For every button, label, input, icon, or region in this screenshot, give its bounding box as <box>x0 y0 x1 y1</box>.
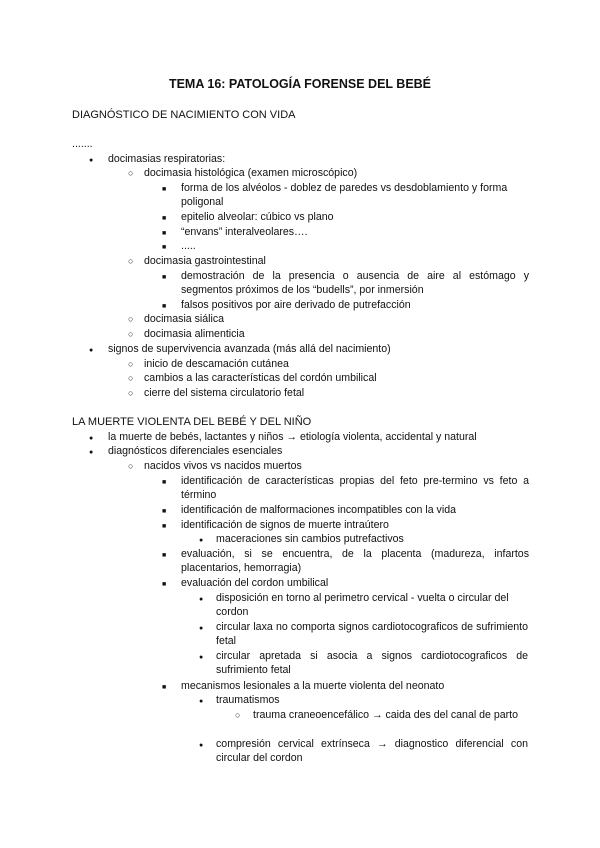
list-item: identificación de malformaciones incompatibles con la vida <box>181 504 456 516</box>
list-item: compresión cervical extrínseca → diagnostico diferencial con circular del cordon <box>216 738 528 764</box>
bullet-disc-icon <box>199 620 203 636</box>
list-item: identificación de características propias del feto pre-termino vs feto a término <box>181 475 529 501</box>
bullet-square-icon <box>162 181 166 197</box>
bullet-square-icon <box>162 269 166 285</box>
list-item: “envans” interalveolares…. <box>181 226 308 238</box>
list-item: identificación de signos de muerte intraútero <box>181 519 389 531</box>
list-item: falsos positivos por aire derivado de putrefacción <box>181 299 411 311</box>
section-heading-nacimiento: DIAGNÓSTICO DE NACIMIENTO CON VIDA <box>72 109 296 121</box>
list-item: demostración de la presencia o ausencia de aire al estómago y segmentos próximos de los “budells”, por inmersión <box>181 270 529 296</box>
list-item: nacidos vivos vs nacidos muertos <box>144 460 302 472</box>
bullet-disc-icon <box>89 152 93 168</box>
section-heading-muerte-violenta: LA MUERTE VIOLENTA DEL BEBÉ Y DEL NIÑO <box>72 416 312 428</box>
bullet-disc-icon <box>199 737 203 753</box>
bullet-circle-icon <box>128 327 133 341</box>
bullet-square-icon <box>162 518 166 534</box>
bullet-disc-icon <box>199 693 203 709</box>
list-item: inicio de descamación cutánea <box>144 358 289 370</box>
bullet-square-icon <box>162 679 166 695</box>
list-item: trauma craneoencefálico → caida des del canal de parto <box>253 709 519 721</box>
list-item: docimasia histológica (examen microscópico) <box>144 167 358 179</box>
bullet-square-icon <box>162 547 166 563</box>
bullet-circle-icon <box>128 386 133 400</box>
list-item: cierre del sistema circulatorio fetal <box>144 387 305 399</box>
bullet-disc-icon <box>199 532 203 548</box>
bullet-square-icon <box>162 576 166 592</box>
list-item: la muerte de bebés, lactantes y niños → etiología violenta, accidental y natural <box>108 431 477 443</box>
ellipsis-text: ....... <box>72 138 93 150</box>
page-title: TEMA 16: PATOLOGÍA FORENSE DEL BEBÉ <box>168 77 432 91</box>
list-item: docimasia siálica <box>144 313 225 325</box>
list-item: disposición en torno al perimetro cervical - vuelta o circular del cordon <box>216 592 509 618</box>
bullet-disc-icon <box>199 591 203 607</box>
list-item: evaluación, si se encuentra, de la placenta (madureza, infartos placentarios, hemorragia) <box>181 548 529 574</box>
list-item: mecanismos lesionales a la muerte violenta del neonato <box>181 680 445 692</box>
list-item: diagnósticos diferenciales esenciales <box>108 445 283 457</box>
bullet-circle-icon <box>128 459 133 473</box>
list-item: signos de supervivencia avanzada (más allá del nacimiento) <box>108 343 391 355</box>
list-item: maceraciones sin cambios putrefactivos <box>216 533 404 545</box>
list-item: forma de los alvéolos - doblez de paredes vs desdoblamiento y forma poligonal <box>181 182 508 208</box>
list-item: epitelio alveolar: cúbico vs plano <box>181 211 334 223</box>
bullet-circle-icon <box>128 371 133 385</box>
bullet-circle-icon <box>128 357 133 371</box>
bullet-circle-icon <box>128 166 133 180</box>
bullet-circle-icon <box>128 254 133 268</box>
bullet-disc-icon <box>199 649 203 665</box>
list-item: docimasia gastrointestinal <box>144 255 266 267</box>
bullet-square-icon <box>162 210 166 226</box>
bullet-disc-icon <box>89 444 93 460</box>
list-item: circular laxa no comporta signos cardiotocograficos de sufrimiento fetal <box>216 621 528 647</box>
list-item: docimasias respiratorias: <box>108 153 226 165</box>
bullet-disc-icon <box>89 342 93 358</box>
list-item: traumatismos <box>216 694 280 706</box>
bullet-square-icon <box>162 503 166 519</box>
bullet-circle-icon <box>128 312 133 326</box>
list-item: docimasia alimenticia <box>144 328 245 340</box>
list-item: cambios a las características del cordón umbilical <box>144 372 377 384</box>
bullet-square-icon <box>162 239 166 255</box>
list-item: ..... <box>181 240 196 252</box>
list-item: evaluación del cordon umbilical <box>181 577 329 589</box>
list-item: circular apretada si asocia a signos cardiotocograficos de sufrimiento fetal <box>216 650 528 676</box>
bullet-circle-icon <box>235 708 240 722</box>
bullet-square-icon <box>162 474 166 490</box>
